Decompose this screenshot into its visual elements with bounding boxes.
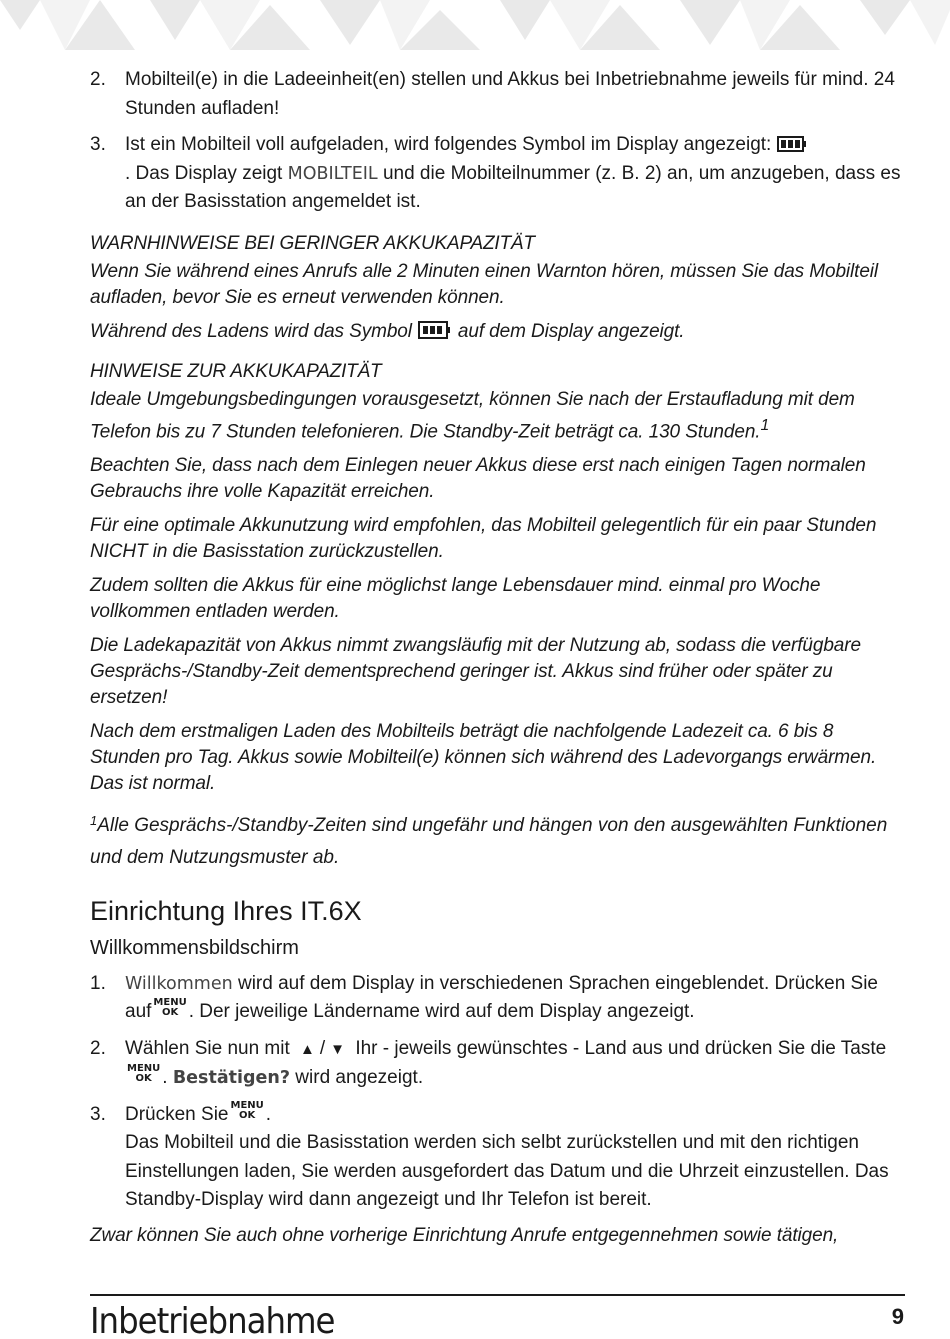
menu-ok-key-icon: MENU OK — [230, 1099, 264, 1121]
list-number: 3. — [90, 1103, 106, 1125]
list-number: 2. — [90, 1037, 106, 1059]
list-text: Das Mobilteil und die Basisstation werden sich selbt zurückstellen und mit den richtigen Einstellungen laden, Sie werden ausgefordert das Datum und die Uhrzeit einzustellen. Das Standby-Display wird dann angezeigt und Ihr Telefon ist bereit. — [125, 1132, 889, 1211]
paragraph — [90, 319, 905, 345]
footnote-marker: 1 — [760, 416, 770, 434]
section-heading-capacity: HINWEISE ZUR AKKUKAPAZITÄT — [90, 360, 382, 382]
battery-charging-icon — [418, 320, 452, 340]
list-number: 2. — [90, 69, 106, 90]
paragraph: Nach dem erstmaligen Laden des Mobilteils beträgt die nachfolgende Ladezeit ca. 6 bis 8 Stunden pro Tag. Akkus sowie Mobilteil(e) können sich während des Ladevorgangs erwärmen. Das ist normal. — [90, 720, 877, 794]
paragraph: Zudem sollten die Akkus für eine möglichst lange Lebensdauer mind. einmal pro Woche vollkommen entladen werden. — [90, 574, 821, 622]
list-text: Wählen Sie nun mit — [125, 1037, 290, 1059]
paragraph-text: Während des Ladens wird das Symbol — [90, 320, 412, 342]
list-text: Ist ein Mobilteil voll aufgeladen, wird folgendes Symbol im Display angezeigt: — [125, 134, 772, 155]
up-arrow-icon: ▲ — [300, 1040, 315, 1058]
list-text: Drücken Sie — [125, 1103, 229, 1125]
footer-section-title: Inbetriebnahme — [90, 1302, 335, 1339]
list-text: Mobilteil(e) in die Ladeeinheit(en) stellen und Akkus bei Inbetriebnahme jeweils für mind. 24 Stunden aufladen! — [125, 69, 895, 119]
list-item — [90, 66, 905, 123]
paragraph: Wenn Sie während eines Anrufs alle 2 Minuten einen Warnton hören, müssen Sie das Mobilteil aufladen, bevor Sie es erneut verwenden können. — [90, 260, 879, 308]
footnote-text: Alle Gesprächs-/Standby-Zeiten sind ungefähr und hängen von den ausgewählten Funktionen und dem Nutzungsmuster ab. — [90, 814, 888, 868]
list-text: Ihr - jeweils gewünschtes - Land aus und drücken Sie die Taste — [355, 1037, 887, 1059]
menu-ok-key-icon: MENU OK — [153, 997, 187, 1019]
setup-heading: Einrichtung Ihres IT.6X — [90, 895, 362, 926]
paragraph-text: auf dem Display angezeigt. — [457, 320, 685, 342]
list-item — [90, 131, 905, 217]
footer-divider — [90, 1294, 905, 1296]
paragraph: Für eine optimale Akkunutzung wird empfohlen, das Mobilteil gelegentlich für ein paar Stunden NICHT in die Basisstation zurückzustellen. — [90, 514, 877, 562]
page-number: 9 — [891, 1304, 904, 1329]
list-text-cont: und die Mobilteilnummer (z. B. 2) an, um anzugeben, dass es an der Basisstation angemeldet ist. — [125, 162, 901, 212]
list-number: 3. — [90, 134, 106, 155]
setup-subheading: Willkommensbildschirm — [90, 936, 299, 959]
display-text-mobilteil: MOBILTEIL — [287, 163, 378, 184]
list-number: 1. — [90, 972, 106, 994]
paragraph: Die Ladekapazität von Akkus nimmt zwangsläufig mit der Nutzung ab, sodass die verfügbare Gesprächs-/Standby-Zeit dementsprechend geringer ist. Akkus sind früher oder später zu ersetzen! — [90, 634, 861, 708]
slash-text: / — [319, 1037, 326, 1059]
section-heading-warning: WARNHINWEISE BEI GERINGER AKKUKAPAZITÄT — [90, 232, 535, 254]
footnote-marker: 1 — [90, 812, 98, 828]
list-item: 2. Wählen Sie nun mit ▲ / ▼ Ihr - jeweils gewünschtes - Land aus und drücken Sie die Taste MENU OK . Bestätigen? wird angezeigt. — [90, 1035, 905, 1093]
list-text: . Der jeweilige Ländername wird auf dem Display angezeigt. — [188, 1001, 695, 1023]
list-text: wird auf dem Display in verschiedenen Sprachen eingeblendet. Drücken Sie auf — [125, 972, 879, 1023]
paragraph — [90, 387, 905, 445]
paragraph: Beachten Sie, dass nach dem Einlegen neuer Akkus diese erst nach einigen Tagen normalen Gebrauchs ihre volle Kapazität erreichen. — [90, 454, 866, 502]
paragraph-text: Ideale Umgebungsbedingungen vorausgesetzt, können Sie nach der Erstaufladung mit dem Telefon bis zu 7 Stunden telefonieren. Die Standby-Zeit beträgt ca. 130 Stunden. — [90, 388, 855, 442]
decorative-triangle-pattern — [0, 0, 950, 60]
list-text: . — [265, 1103, 272, 1125]
list-text: wird angezeigt. — [295, 1067, 424, 1089]
page-content — [90, 66, 905, 1257]
display-text-bestaetigen: Bestätigen? — [172, 1068, 291, 1089]
list-item — [90, 1101, 905, 1215]
display-text-willkommen: Willkommen — [125, 973, 233, 994]
footnote — [90, 805, 905, 874]
list-item — [90, 970, 905, 1027]
closing-paragraph: Zwar können Sie auch ohne vorherige Einrichtung Anrufe entgegennehmen sowie tätigen, — [90, 1224, 839, 1246]
list-text-cont: . Das Display zeigt — [125, 162, 283, 184]
battery-full-icon — [777, 135, 807, 153]
down-arrow-icon: ▼ — [330, 1040, 346, 1058]
menu-ok-key-icon: MENU OK — [127, 1063, 161, 1085]
